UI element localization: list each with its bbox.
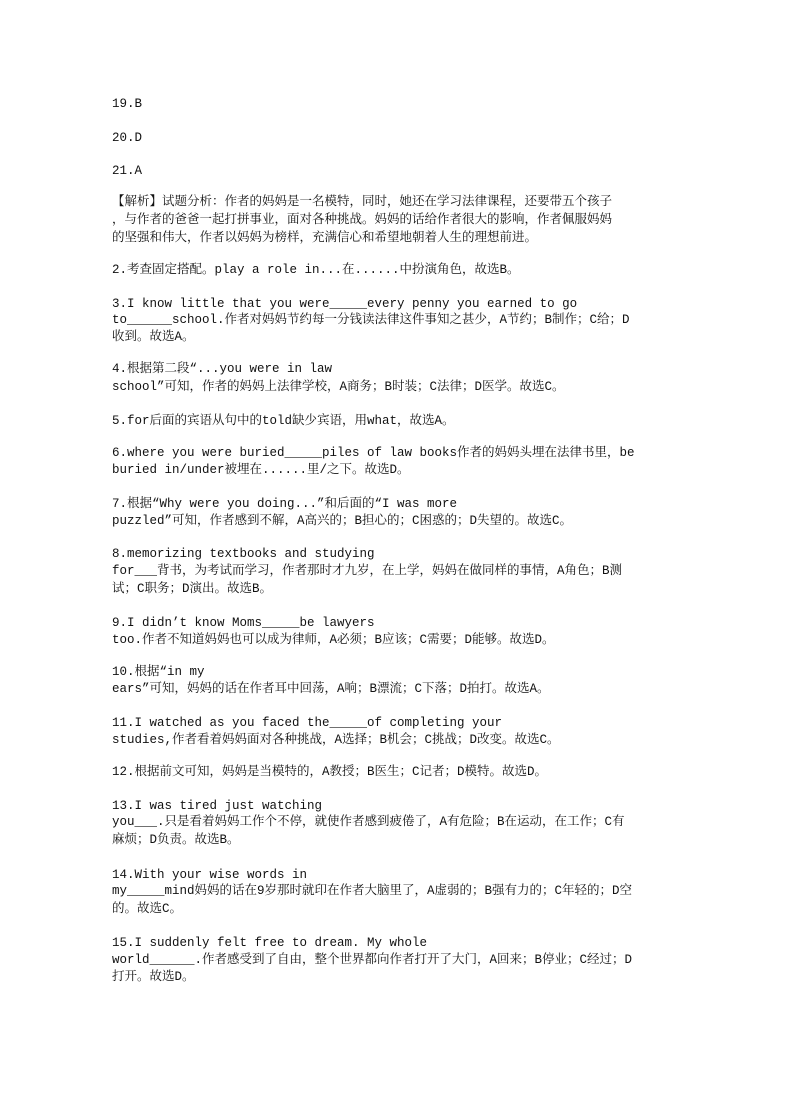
explanation-14-line: 14.With your wise words in xyxy=(112,868,308,882)
analysis-line: 【解析】试题分析：作者的妈妈是一名模特，同时，她还在学习法律课程，还要带五个孩子 xyxy=(112,195,613,209)
explanation-10-line: 10.根据“in my xyxy=(112,665,205,679)
explanation-12: 12.根据前文可知，妈妈是当模特的，A教授；B医生；C记者；D模特。故选D。 xyxy=(112,765,548,779)
explanation-9-line: 9.I didn’t know Moms_____be lawyers xyxy=(112,616,375,630)
explanation-3-line: 3.I know little that you were_____every penny you earned to go xyxy=(112,297,578,311)
explanation-13-line: 麻烦；D负责。故选B。 xyxy=(112,833,240,847)
answer-21: 21.A xyxy=(112,164,143,178)
explanation-2: 2.考查固定搭配。play a role in...在......中扮演角色，故选B。 xyxy=(112,263,520,277)
explanation-15-line: 15.I suddenly felt free to dream. My whole xyxy=(112,936,428,950)
explanation-8-line: 试；C职务；D演出。故选B。 xyxy=(112,582,273,596)
explanation-8-line: for___背书，为考试而学习，作者那时才九岁，在上学，妈妈在做同样的事情，A角色；B测 xyxy=(112,564,623,578)
answer-20: 20.D xyxy=(112,131,143,145)
explanation-3-line: to______school.作者对妈妈节约每一分钱读法律这件事知之甚少，A节约；B制作；C给；D xyxy=(112,313,630,327)
analysis-line: 的坚强和伟大，作者以妈妈为榜样，充满信心和希望地朝着人生的理想前进。 xyxy=(112,231,538,245)
explanation-9-line: too.作者不知道妈妈也可以成为律师，A必须；B应该；C需要；D能够。故选D。 xyxy=(112,633,555,647)
explanation-15-line: world______.作者感受到了自由，整个世界都向作者打开了大门，A回来；B停业；C经过；D xyxy=(112,953,633,967)
explanation-4-line: 4.根据第二段“...you were in law xyxy=(112,362,333,376)
explanation-8-line: 8.memorizing textbooks and studying xyxy=(112,547,375,561)
answer-19: 19.B xyxy=(112,97,143,111)
explanation-11-line: 11.I watched as you faced the_____of completing your xyxy=(112,716,503,730)
explanation-6-line: buried in/under被埋在......里/之下。故选D。 xyxy=(112,463,410,477)
explanation-6-line: 6.where you were buried_____piles of law books作者的妈妈头埋在法律书里，be xyxy=(112,446,635,460)
explanation-15-line: 打开。故选D。 xyxy=(112,970,195,984)
explanation-3-line: 收到。故选A。 xyxy=(112,330,195,344)
explanation-4-line: school”可知，作者的妈妈上法律学校，A商务；B时装；C法律；D医学。故选C。 xyxy=(112,380,565,394)
explanation-14-line: my_____mind妈妈的话在9岁那时就印在作者大脑里了，A虚弱的；B强有力的；C年轻的；D空 xyxy=(112,884,633,898)
explanation-14-line: 的。故选C。 xyxy=(112,902,183,916)
explanation-7-line: puzzled”可知，作者感到不解，A高兴的；B担心的；C困惑的；D失望的。故选C。 xyxy=(112,514,573,528)
explanation-11-line: studies,作者看着妈妈面对各种挑战，A选择；B机会；C挑战；D改变。故选C。 xyxy=(112,733,560,747)
explanation-13-line: you___.只是看着妈妈工作个不停，就使作者感到疲倦了，A有危险；B在运动，在工作；C有 xyxy=(112,815,625,829)
explanation-5: 5.for后面的宾语从句中的told缺少宾语，用what，故选A。 xyxy=(112,414,455,428)
explanation-10-line: ears”可知，妈妈的话在作者耳中回荡，A响；B漂流；C下落；D拍打。故选A。 xyxy=(112,682,550,696)
explanation-7-line: 7.根据“Why were you doing...”和后面的“I was more xyxy=(112,497,458,511)
explanation-13-line: 13.I was tired just watching xyxy=(112,799,323,813)
analysis-line: ，与作者的爸爸一起打拼事业，面对各种挑战。妈妈的话给作者很大的影响，作者佩服妈妈 xyxy=(112,213,613,227)
